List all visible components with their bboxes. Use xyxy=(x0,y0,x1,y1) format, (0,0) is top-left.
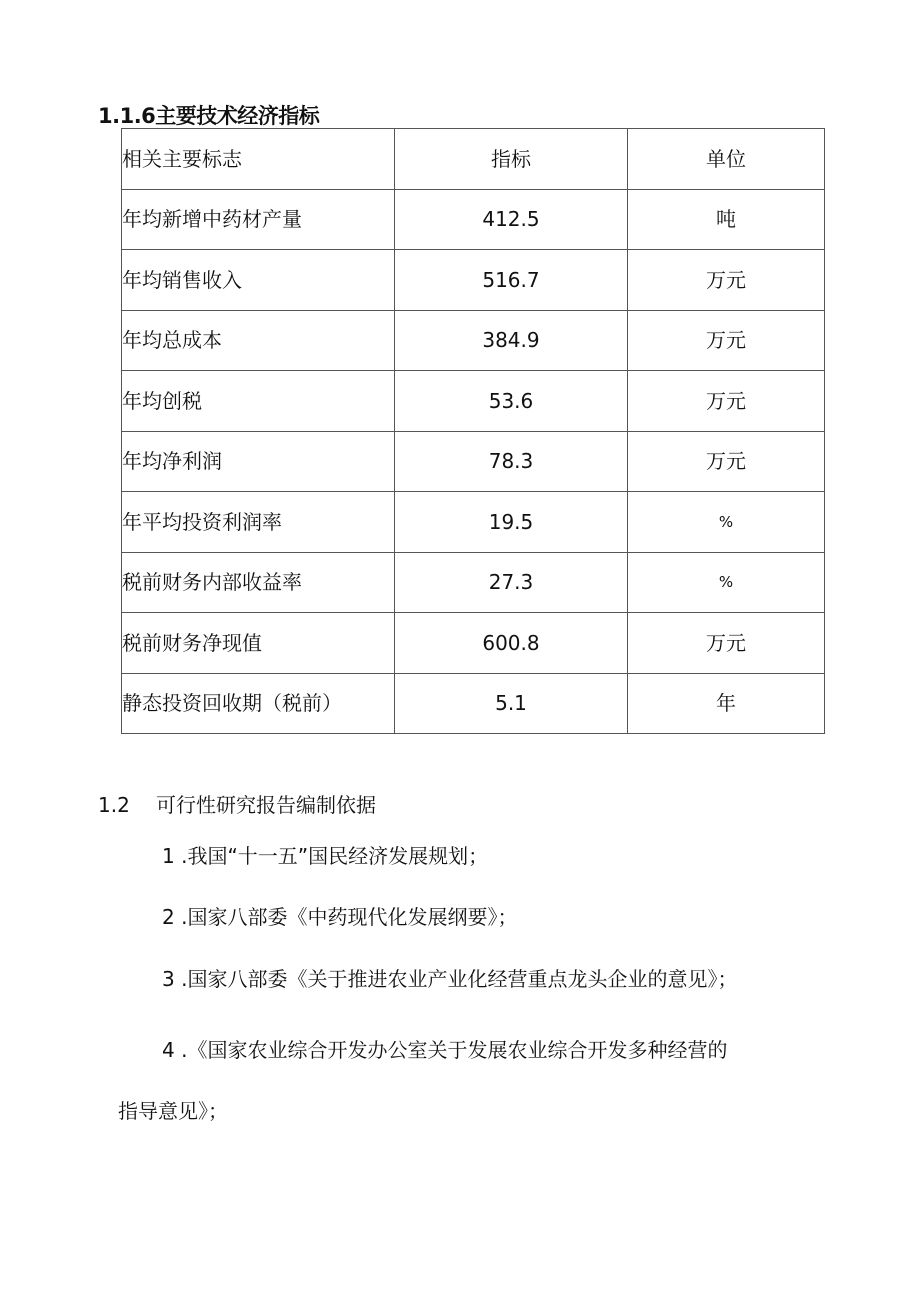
basis-text: .《国家农业综合开发办公室关于发展农业综合开发多种经营的 xyxy=(181,1038,728,1062)
row-name: 年均创税 xyxy=(122,371,395,432)
basis-item xyxy=(162,1036,727,1064)
basis-item xyxy=(162,965,737,993)
row-unit: 年 xyxy=(628,673,825,734)
table-row xyxy=(122,673,825,734)
row-name: 静态投资回收期（税前） xyxy=(122,673,395,734)
row-unit: % xyxy=(628,492,825,553)
section-title: 1.1.6主要技术经济指标 xyxy=(98,104,320,128)
row-value: 53.6 xyxy=(395,371,628,432)
subsection-title: 可行性研究报告编制依据 xyxy=(156,793,376,817)
table-row xyxy=(122,431,825,492)
table-row xyxy=(122,310,825,371)
row-name: 年均净利润 xyxy=(122,431,395,492)
row-name: 年均总成本 xyxy=(122,310,395,371)
table-row xyxy=(122,250,825,311)
subsection-heading xyxy=(98,791,376,819)
basis-text: .国家八部委《关于推进农业产业化经营重点龙头企业的意见》； xyxy=(181,967,738,991)
header-indicator-name: 相关主要标志 xyxy=(122,129,395,190)
row-value: 412.5 xyxy=(395,189,628,250)
row-value: 19.5 xyxy=(395,492,628,553)
table-row xyxy=(122,552,825,613)
row-name: 年均新增中药材产量 xyxy=(122,189,395,250)
basis-text: .我国“十一五”国民经济发展规划； xyxy=(181,844,489,868)
row-unit: 万元 xyxy=(628,371,825,432)
row-unit: % xyxy=(628,552,825,613)
row-value: 78.3 xyxy=(395,431,628,492)
basis-item xyxy=(162,903,517,931)
table-row xyxy=(122,492,825,553)
basis-text: .国家八部委《中药现代化发展纲要》； xyxy=(181,905,518,929)
row-name: 年均销售收入 xyxy=(122,250,395,311)
row-value: 600.8 xyxy=(395,613,628,674)
row-value: 384.9 xyxy=(395,310,628,371)
row-value: 516.7 xyxy=(395,250,628,311)
row-unit: 万元 xyxy=(628,250,825,311)
table-row xyxy=(122,371,825,432)
basis-index: 2 xyxy=(162,905,175,929)
row-unit: 吨 xyxy=(628,189,825,250)
basis-item xyxy=(162,842,488,870)
row-name: 税前财务内部收益率 xyxy=(122,552,395,613)
table-header-row xyxy=(122,129,825,190)
indicator-table xyxy=(121,128,825,734)
table-row xyxy=(122,613,825,674)
header-indicator-value: 指标 xyxy=(395,129,628,190)
basis-item-continuation: 指导意见》； xyxy=(118,1099,228,1123)
row-name: 税前财务净现值 xyxy=(122,613,395,674)
subsection-number: 1.2 xyxy=(98,793,130,817)
row-name: 年平均投资利润率 xyxy=(122,492,395,553)
header-unit: 单位 xyxy=(628,129,825,190)
row-value: 27.3 xyxy=(395,552,628,613)
row-value: 5.1 xyxy=(395,673,628,734)
row-unit: 万元 xyxy=(628,310,825,371)
basis-index: 4 xyxy=(162,1038,175,1062)
table-row xyxy=(122,189,825,250)
row-unit: 万元 xyxy=(628,431,825,492)
row-unit: 万元 xyxy=(628,613,825,674)
basis-index: 3 xyxy=(162,967,175,991)
basis-index: 1 xyxy=(162,844,175,868)
